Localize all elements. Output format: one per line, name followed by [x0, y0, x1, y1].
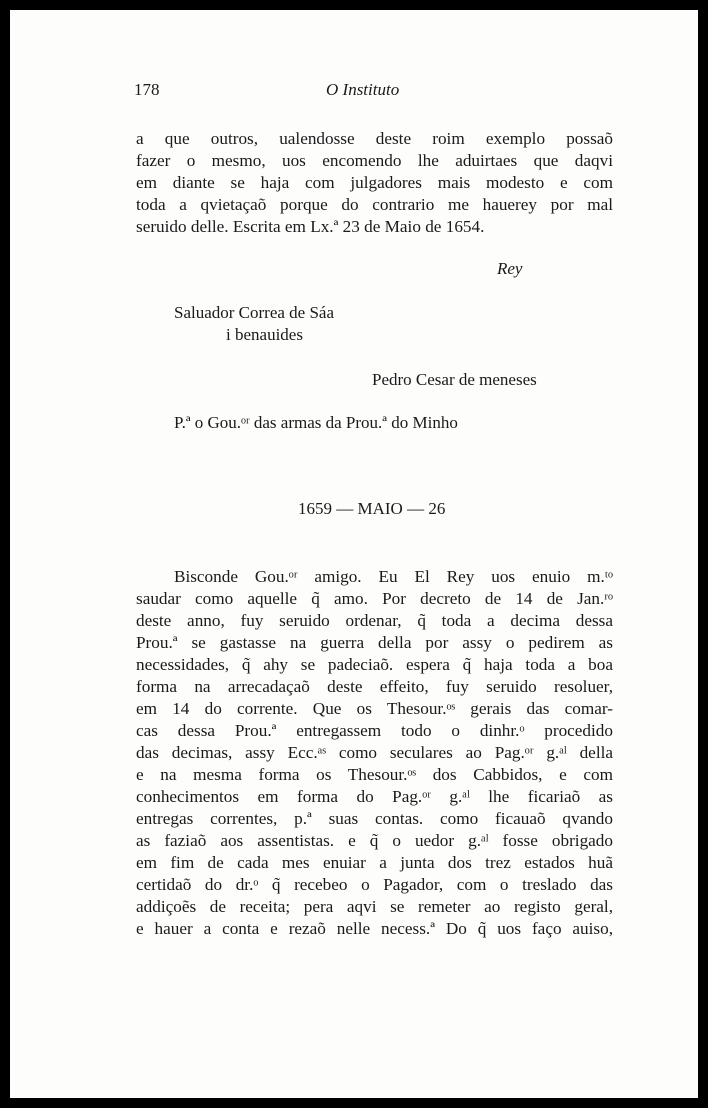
- letter2-line: e na mesma forma os Thesour.ᵒˢ dos Cabbidos, e com: [136, 765, 613, 784]
- letter2-line: conhecimentos em forma do Pag.ᵒʳ g.ᵃˡ lhe ficariaõ as: [136, 787, 613, 806]
- letter2-line: as faziaõ aos assentistas. e q̃ o uedor g.ᵃˡ fosse obrigado: [136, 831, 613, 850]
- letter2-line: cas dessa Prou.ª entregassem todo o dinhr.ᵒ procedido: [136, 721, 613, 740]
- letter2-line: saudar como aquelle q̃ amo. Por decreto de 14 de Jan.ʳᵒ: [136, 589, 613, 608]
- letter2-line: certidaõ do dr.ᵒ q̃ recebeo o Pagador, com o treslado das: [136, 875, 613, 894]
- letter2-line: necessidades, q̃ ahy se padeciaõ. espera q̃ haja toda a boa: [136, 655, 613, 674]
- letter2-line: Bisconde Gou.ᵒʳ amigo. Eu El Rey uos enuio m.ᵗᵒ: [174, 567, 613, 586]
- letter2-line: forma na arrecadaçaõ deste effeito, fuy seruido resoluer,: [136, 677, 613, 696]
- signature-benavides: i benauides: [226, 325, 303, 344]
- letter1-line: fazer o mesmo, uos encomendo lhe aduirtaes que daqvi: [136, 151, 613, 170]
- letter1-line: em diante se haja com julgadores mais modesto e com: [136, 173, 613, 192]
- letter2-line: deste anno, fuy seruido ordenar, q̃ toda a decima dessa: [136, 611, 613, 630]
- page-number: 178: [134, 80, 160, 99]
- signature-king: Rey: [497, 259, 523, 278]
- letter2-line: addiçoẽs de receita; pera aqvi se remeter ao registo geral,: [136, 897, 613, 916]
- date-heading: 1659 — MAIO — 26: [298, 499, 446, 518]
- letter2-line: Prou.ª se gastasse na guerra della por assy o pedirem as: [136, 633, 613, 652]
- letter2-line: em fim de cada mes enuiar a junta dos trez estados huã: [136, 853, 613, 872]
- letter1-line: toda a qvietaçaõ porque do contrario me hauerey por mal: [136, 195, 613, 214]
- signature-salvador: Saluador Correa de Sáa: [174, 303, 335, 322]
- running-title: O Instituto: [326, 80, 400, 99]
- signature-pedro: Pedro Cesar de meneses: [372, 370, 537, 389]
- letter1-line: a que outros, ualendosse deste roim exemplo possaõ: [136, 129, 613, 148]
- letter2-line: entregas correntes, p.ª suas contas. como ficauaõ qvando: [136, 809, 613, 828]
- letter2-line: e hauer a conta e rezaõ nelle necess.ª Do q̃ uos faço auiso,: [136, 919, 613, 938]
- addressee: P.ª o Gou.ᵒʳ das armas da Prou.ª do Minho: [174, 413, 458, 432]
- letter2-line: em 14 do corrente. Que os Thesour.ᵒˢ gerais das comar-: [136, 699, 613, 718]
- document-page: [10, 10, 698, 1098]
- letter1-line: seruido delle. Escrita em Lx.ª 23 de Maio de 1654.: [136, 217, 485, 236]
- letter2-line: das decimas, assy Ecc.ᵃˢ como seculares ao Pag.ᵒʳ g.ᵃˡ della: [136, 743, 613, 762]
